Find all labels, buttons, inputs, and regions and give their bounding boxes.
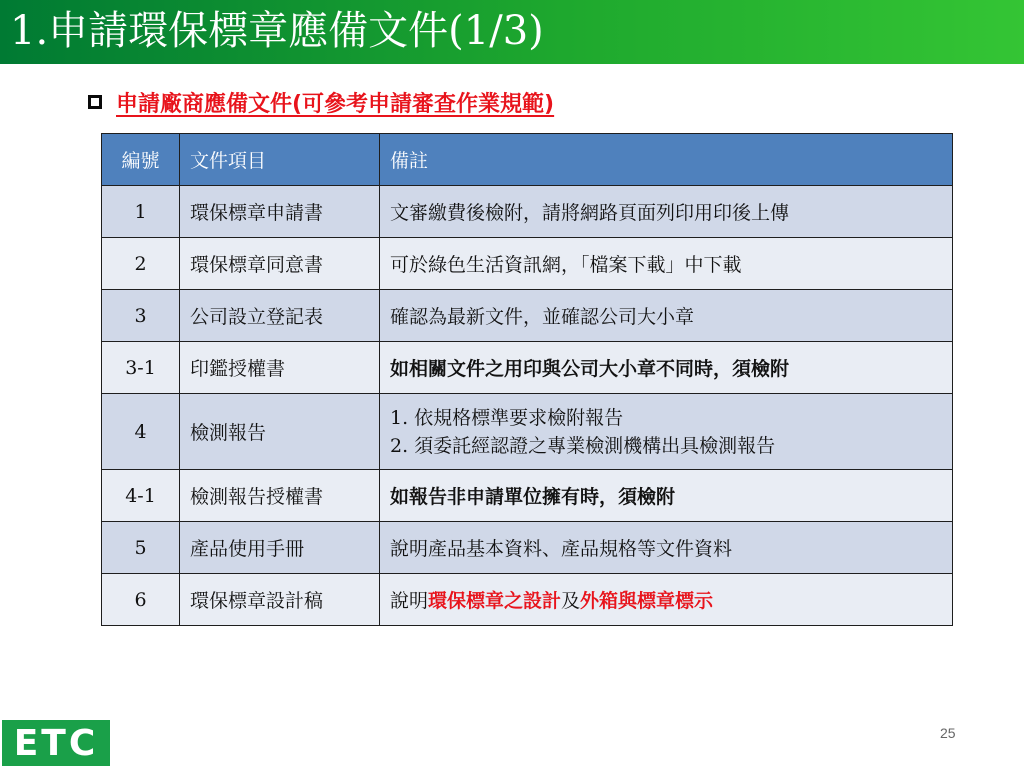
subtitle-text: 申請廠商應備文件(可參考申請審查作業規範) [116,91,555,117]
cell-note: 確認為最新文件，並確認公司大小章 [380,290,953,342]
table-header-row [102,134,953,186]
table-row [102,186,953,238]
table-row [102,342,953,394]
cell-note: 如報告非申請單位擁有時，須檢附 [380,470,953,522]
cell-item: 環保標章申請書 [180,186,380,238]
note-part-emphasis: 環保標章之設計 [428,590,562,612]
table-row [102,470,953,522]
cell-item: 印鑑授權書 [180,342,380,394]
title-bar [0,0,1024,64]
cell-item: 檢測報告 [180,394,380,470]
hollow-square-bullet-icon [88,95,102,109]
table-row [102,522,953,574]
cell-no: 3-1 [102,342,180,394]
cell-note: 文審繳費後檢附，請將網路頁面列印用印後上傳 [380,186,953,238]
note-part-emphasis: 外箱與標章標示 [580,590,714,612]
slide-title: 1.申請環保標章應備文件(1/3) [10,8,544,54]
cell-no: 5 [102,522,180,574]
table-row [102,394,953,470]
header-item: 文件項目 [180,134,380,186]
cell-note [380,574,953,626]
cell-item: 檢測報告授權書 [180,470,380,522]
page-number: 25 [940,725,956,741]
cell-no: 2 [102,238,180,290]
logo-text: ETC [13,722,99,764]
header-note: 備註 [380,134,953,186]
table-row [102,574,953,626]
cell-item: 環保標章設計稿 [180,574,380,626]
cell-no: 3 [102,290,180,342]
header-no: 編號 [102,134,180,186]
cell-no: 4-1 [102,470,180,522]
cell-no: 1 [102,186,180,238]
documents-table [101,133,953,626]
cell-note: 如相關文件之用印與公司大小章不同時，須檢附 [380,342,953,394]
note-part: 及 [561,590,581,612]
cell-item: 環保標章同意書 [180,238,380,290]
cell-no: 4 [102,394,180,470]
cell-item: 公司設立登記表 [180,290,380,342]
cell-note [380,394,953,470]
cell-note: 可於綠色生活資訊網，「檔案下載」中下載 [380,238,953,290]
note-line: 2. 須委託經認證之專業檢測機構出具檢測報告 [390,434,776,457]
cell-no: 6 [102,574,180,626]
cell-note: 說明產品基本資料、產品規格等文件資料 [380,522,953,574]
note-part: 說明 [390,590,429,612]
etc-logo [2,720,110,766]
table-row [102,238,953,290]
cell-item: 產品使用手冊 [180,522,380,574]
table-row [102,290,953,342]
note-line: 1. 依規格標準要求檢附報告 [390,406,624,429]
subtitle-row [88,86,554,118]
